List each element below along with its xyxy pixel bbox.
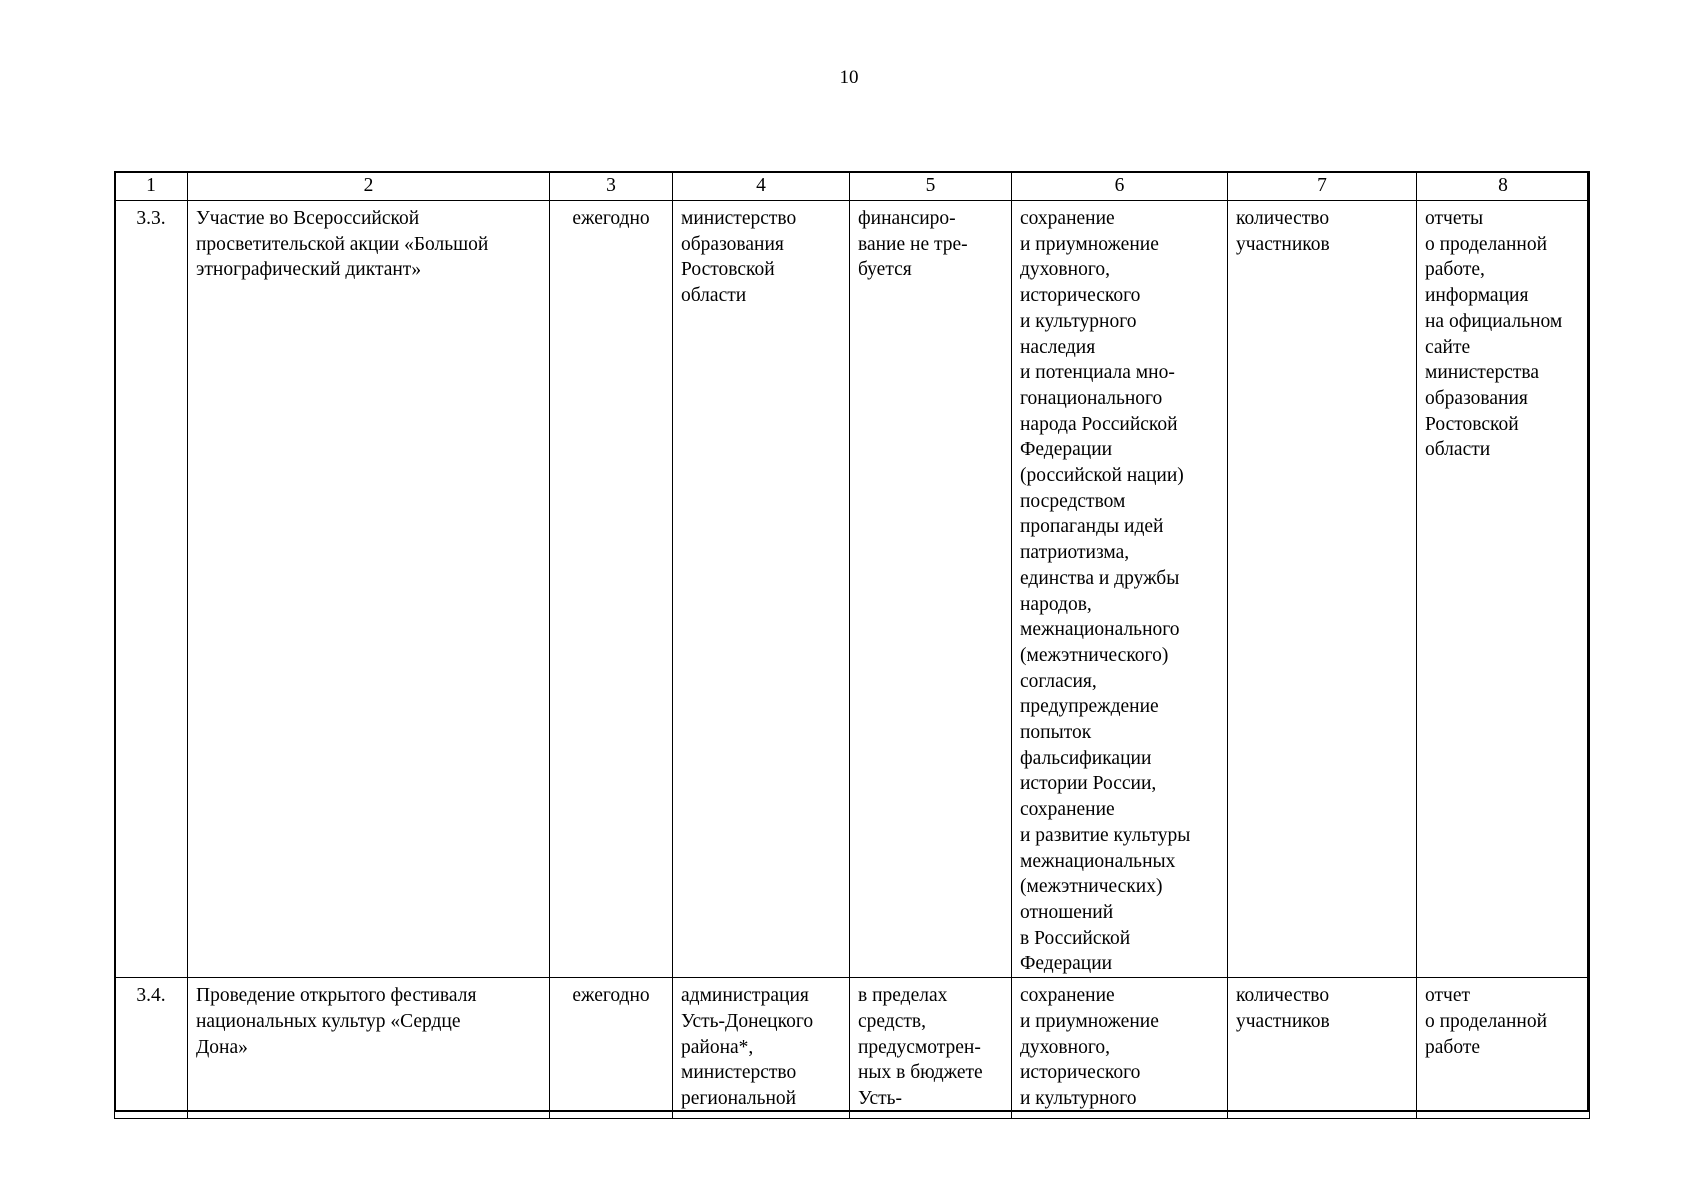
cell-text-line: количество [1236, 208, 1330, 229]
deadline-cell [550, 978, 673, 1119]
financing-cell [850, 978, 1012, 1119]
cell-text-line: сохранение [1020, 985, 1115, 1007]
cell-text-line: и развитие культуры [1020, 824, 1191, 846]
item-number-cell [115, 978, 188, 1119]
cell-text-line: отчеты [1425, 208, 1484, 229]
cell-text-line: ежегодно [572, 985, 650, 1007]
cell-text-line: патриотизма, [1020, 542, 1130, 564]
cell-text-line: единства и дружбы [1020, 567, 1180, 589]
cell-text-line: в Российской [1020, 927, 1131, 949]
cell-text-line: буется [858, 259, 912, 281]
reporting-form-cell [1417, 978, 1590, 1119]
cell-text-line: гонационального [1020, 387, 1163, 409]
cell-text-line: работе [1425, 1036, 1480, 1058]
cell-text-line: межнациональных [1020, 850, 1176, 872]
cell-text-line: посредством [1020, 490, 1126, 512]
cell-text-line: истории России, [1020, 773, 1157, 795]
cell-text-line: ных в бюджете [858, 1062, 983, 1084]
cell-text-line: народа Российской [1020, 413, 1178, 435]
cell-text-line: отношений [1020, 901, 1114, 923]
cell-text-line: Усть- [858, 1087, 903, 1109]
cell-text-line: духовного, [1020, 1036, 1110, 1058]
cell-text-line: этнографический диктант» [196, 259, 422, 281]
cell-text-line: Дона» [196, 1036, 248, 1058]
cell-text-line: пропаганды идей [1020, 516, 1164, 538]
cell-text-line: Федерации [1020, 439, 1113, 461]
cell-text-line: вание не тре- [858, 233, 968, 255]
column-number: 6 [1012, 172, 1228, 201]
cell-text-line: района*, [681, 1036, 754, 1058]
cell-text-line: 3.3. [136, 208, 166, 229]
cell-text-line: наследия [1020, 336, 1096, 358]
cell-text-line: работе, [1425, 259, 1485, 281]
cell-text-line: и приумножение [1020, 233, 1159, 255]
column-numbers-row [115, 172, 1590, 201]
cell-text-line: сайте [1425, 336, 1471, 358]
expected-result-cell [1012, 201, 1228, 978]
cell-text-line: отчет [1425, 985, 1470, 1007]
cell-text-line: ежегодно [572, 208, 650, 229]
cell-text-line: и культурного [1020, 310, 1137, 332]
cell-text-line: Усть-Донецкого [681, 1010, 814, 1032]
cell-text-line: о проделанной [1425, 233, 1548, 255]
column-number: 7 [1228, 172, 1417, 201]
table-row [115, 978, 1590, 1119]
indicator-cell [1228, 978, 1417, 1119]
page-number: 10 [839, 67, 859, 88]
cell-text-line: попыток [1020, 722, 1092, 744]
cell-text-line: администрация [681, 985, 809, 1007]
cell-text-line: исторического [1020, 285, 1141, 307]
cell-text-line: и культурного [1020, 1087, 1137, 1109]
column-number: 2 [188, 172, 550, 201]
cell-text-line: о проделанной [1425, 1010, 1548, 1032]
cell-text-line: образования [1425, 387, 1528, 409]
cell-text-line: информация [1425, 285, 1529, 307]
cell-text-line: количество [1236, 985, 1330, 1007]
cell-text-line: национальных культур «Сердце [196, 1010, 461, 1032]
column-number: 1 [115, 172, 188, 201]
cell-text-line: просветительской акции «Большой [196, 233, 489, 255]
cell-text-line: и приумножение [1020, 1010, 1159, 1032]
cell-text-line: министерства [1425, 362, 1540, 384]
cell-text-line: межнационального [1020, 619, 1180, 641]
column-number: 4 [673, 172, 850, 201]
cell-text-line: согласия, [1020, 670, 1097, 692]
activities-table [114, 171, 1590, 1119]
cell-text-line: (российской нации) [1020, 465, 1184, 487]
cell-text-line: Федерации [1020, 953, 1113, 975]
indicator-cell [1228, 201, 1417, 978]
cell-text-line: 3.4. [136, 985, 166, 1007]
cell-text-line: на официальном [1425, 310, 1563, 332]
cell-text-line: участников [1236, 1010, 1330, 1032]
column-number: 5 [850, 172, 1012, 201]
cell-text-line: исторического [1020, 1062, 1141, 1084]
table-row [115, 201, 1590, 978]
reporting-form-cell [1417, 201, 1590, 978]
cell-text-line: и потенциала мно- [1020, 362, 1175, 384]
cell-text-line: министерство [681, 1062, 797, 1084]
cell-text-line: сохранение [1020, 799, 1115, 821]
cell-text-line: в пределах [858, 985, 948, 1007]
cell-text-line: Ростовской [681, 259, 775, 281]
responsible-cell [673, 978, 850, 1119]
cell-text-line: фальсификации [1020, 747, 1152, 769]
cell-text-line: Участие во Всероссийской [196, 208, 420, 229]
activity-name-cell [188, 201, 550, 978]
financing-cell [850, 201, 1012, 978]
cell-text-line: Ростовской [1425, 413, 1519, 435]
cell-text-line: духовного, [1020, 259, 1110, 281]
column-number: 8 [1417, 172, 1590, 201]
cell-text-line: сохранение [1020, 208, 1115, 229]
cell-text-line: области [1425, 439, 1491, 461]
cell-text-line: министерство [681, 208, 797, 229]
cell-text-line: предупреждение [1020, 696, 1159, 718]
responsible-cell [673, 201, 850, 978]
activity-name-cell [188, 978, 550, 1119]
cell-text-line: Проведение открытого фестиваля [196, 985, 477, 1007]
column-number: 3 [550, 172, 673, 201]
cell-text-line: народов, [1020, 593, 1092, 615]
cell-text-line: предусмотрен- [858, 1036, 981, 1058]
deadline-cell [550, 201, 673, 978]
cell-text-line: региональной [681, 1087, 797, 1109]
cell-text-line: области [681, 285, 747, 307]
cell-text-line: образования [681, 233, 784, 255]
item-number-cell [115, 201, 188, 978]
cell-text-line: участников [1236, 233, 1330, 255]
expected-result-cell [1012, 978, 1228, 1119]
cell-text-line: финансиро- [858, 208, 956, 229]
cell-text-line: средств, [858, 1010, 926, 1032]
cell-text-line: (межэтнического) [1020, 644, 1169, 666]
cell-text-line: (межэтнических) [1020, 876, 1163, 898]
